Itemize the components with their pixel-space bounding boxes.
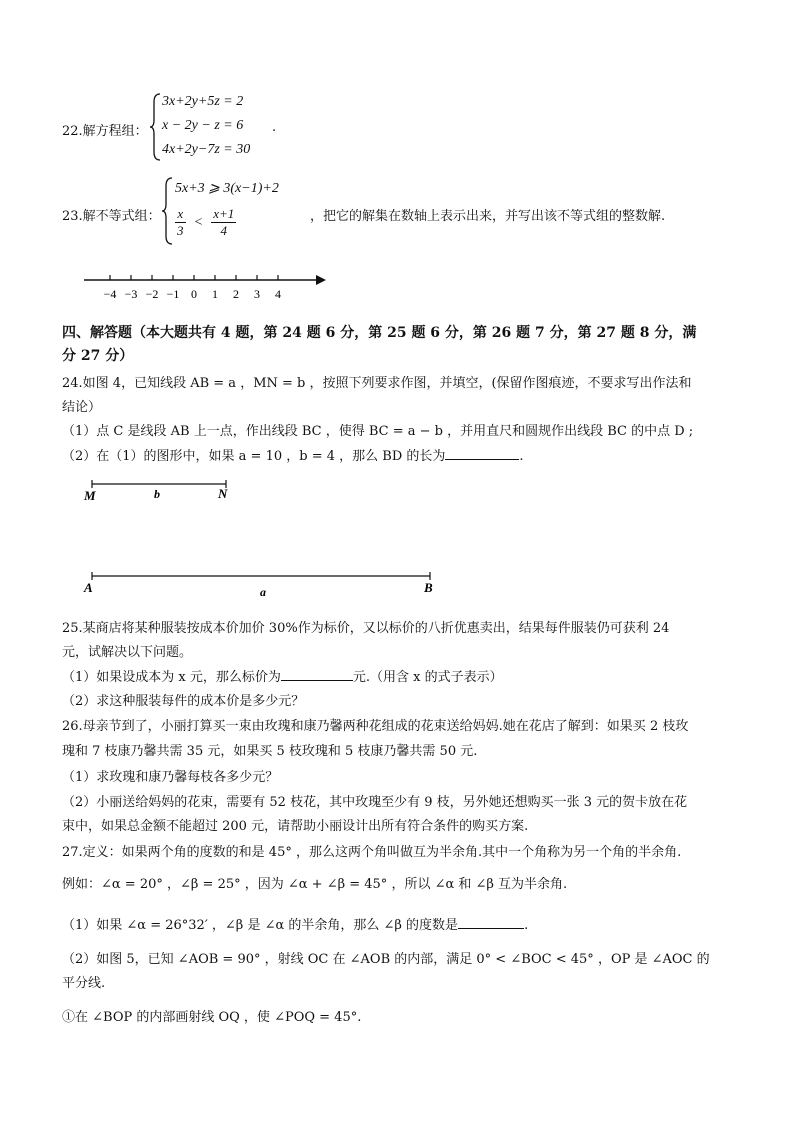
q22-eq3: 4x+2y−7z = 30 [162, 142, 251, 157]
q26-line1: 26.母亲节到了，小丽打算买一束由玫瑰和康乃馨两种花组成的花束送给妈妈.她在花店了解到：如果买 2 枝玫 [62, 719, 689, 734]
q27-sub2-line2: 平分线. [62, 976, 106, 991]
label-a-point: A [84, 580, 93, 595]
q25-sub1-text: （1）如果设成本为 x 元，那么标价为 [62, 670, 281, 685]
q27-answer-blank[interactable] [458, 916, 524, 929]
number-line-tick-label: −4 [103, 287, 117, 301]
number-line-tick-label: −1 [166, 287, 180, 301]
q27-sub1-end: . [524, 918, 529, 933]
number-line-tick-label: 1 [212, 287, 218, 301]
q27-line1: 27.定义：如果两个角的度数的和是 45° ，那么这两个角叫做互为半余角.其中一个角称为另一个角的半余角. [62, 845, 682, 860]
q22-eq1: 3x+2y+5z = 2 [162, 94, 244, 109]
label-n: N [218, 486, 228, 501]
q26-sub2-line2: 束中，如果总金额不能超过 200 元，请帮助小丽设计出所有符合条件的购买方案. [62, 819, 529, 834]
q22-label: 22.解方程组： [62, 124, 148, 139]
number-line-tick-label: 4 [275, 287, 281, 301]
q23-ineq1: 5x+3 ⩾ 3(x−1)+2 [175, 181, 279, 196]
q27-sub1 [62, 914, 528, 933]
q24-sub2-text: （2）在（1）的图形中，如果 a = 10 ，b = 4 ，那么 BD 的长为 [62, 449, 446, 464]
q26-sub2-line1: （2）小丽送给妈妈的花束，需要有 52 枝花，其中玫瑰至少有 9 枝，另外她还想购买一张 3 元的贺卡放在花 [62, 795, 688, 810]
q25-sub1 [62, 666, 503, 685]
number-line-tick-label: −2 [145, 287, 159, 301]
section4-heading-line2: 分 27 分） [62, 348, 134, 364]
number-line-tick-label: 3 [254, 287, 260, 301]
label-b-point: B [424, 580, 433, 595]
label-a-length: a [260, 585, 266, 599]
q24-sub2-end: . [519, 449, 524, 464]
number-line-arrow [316, 275, 326, 285]
q23-brace [162, 176, 174, 246]
q23-number-line [82, 270, 332, 306]
q25-line1: 25.某商店将某种服装按成本价加价 30%作为标价，又以标价的八折优惠卖出，结果每件服装仍可获利 24 [62, 621, 670, 636]
q22-brace [150, 92, 162, 162]
q24-sub2 [62, 445, 524, 464]
q24-line1: 24.如图 4，已知线段 AB = a ，MN = b ，按照下列要求作图，并填空，(保留作图痕迹，不要求写出作法和 [62, 376, 692, 391]
q23-frac-left-den: 3 [177, 223, 184, 238]
q23-frac-left-num: x [175, 206, 186, 223]
figure-4 [80, 478, 440, 600]
q27-sub1-text: （1）如果 ∠α = 26°32′ ，∠β 是 ∠α 的半余角，那么 ∠β 的度数是 [62, 918, 459, 933]
q27-sub2-item1: ①在 ∠BOP 的内部画射线 OQ ，使 ∠POQ = 45°. [62, 1010, 362, 1025]
q25-sub1-end: 元.（用含 x 的式子表示） [352, 670, 503, 685]
q23-frac-left [175, 206, 186, 239]
q26-line2: 瑰和 7 枝康乃馨共需 35 元，如果买 5 枝玫瑰和 5 枝康乃馨共需 50 元. [62, 744, 478, 759]
q23-ineq2 [175, 206, 236, 239]
q25-sub2: （2）求这种服装每件的成本价是多少元？ [62, 694, 305, 709]
q26-sub1: （1）求玫瑰和康乃馨每枝各多少元？ [62, 770, 279, 785]
q25-answer-blank[interactable] [281, 668, 353, 681]
section4-heading-line1: 四、解答题（本大题共有 4 题，第 24 题 6 分，第 25 题 6 分，第 26 题 7 分，第 27 题 8 分，满 [62, 325, 697, 341]
label-m: M [84, 488, 96, 503]
q22-end: . [272, 120, 277, 135]
q23-frac-right-den: 4 [220, 223, 227, 238]
number-line-tick-label: −3 [124, 287, 138, 301]
number-line-tick-label: 2 [233, 287, 239, 301]
q23-label: 23.解不等式组： [62, 209, 161, 224]
q22-eq2: x − 2y − z = 6 [162, 118, 244, 133]
q23-lt: < [193, 215, 204, 230]
q25-line2: 元，试解决以下问题。 [62, 645, 193, 660]
q23-frac-right-num: x+1 [213, 206, 235, 221]
q24-sub1: （1）点 C 是线段 AB 上一点，作出线段 BC ，使得 BC = a − b ，并用直尺和圆规作出线段 BC 的中点 D ; [62, 424, 694, 439]
q24-answer-blank[interactable] [445, 447, 519, 460]
q27-example: 例如：∠α = 20° ，∠β = 25° ，因为 ∠α + ∠β = 45° ，所以 ∠α 和 ∠β 互为半余角. [62, 877, 568, 892]
q27-sub2-line1: （2）如图 5，已知 ∠AOB = 90° ，射线 OC 在 ∠AOB 的内部，满足 0° < ∠BOC < 45° ，OP 是 ∠AOC 的 [62, 952, 710, 967]
number-line-tick-label: 0 [191, 287, 197, 301]
q24-line2: 结论） [62, 400, 102, 415]
q23-tail: ，把它的解集在数轴上表示出来，并写出该不等式组的整数解. [310, 209, 666, 224]
label-b: b [154, 487, 160, 501]
q23-frac-right [211, 206, 236, 239]
